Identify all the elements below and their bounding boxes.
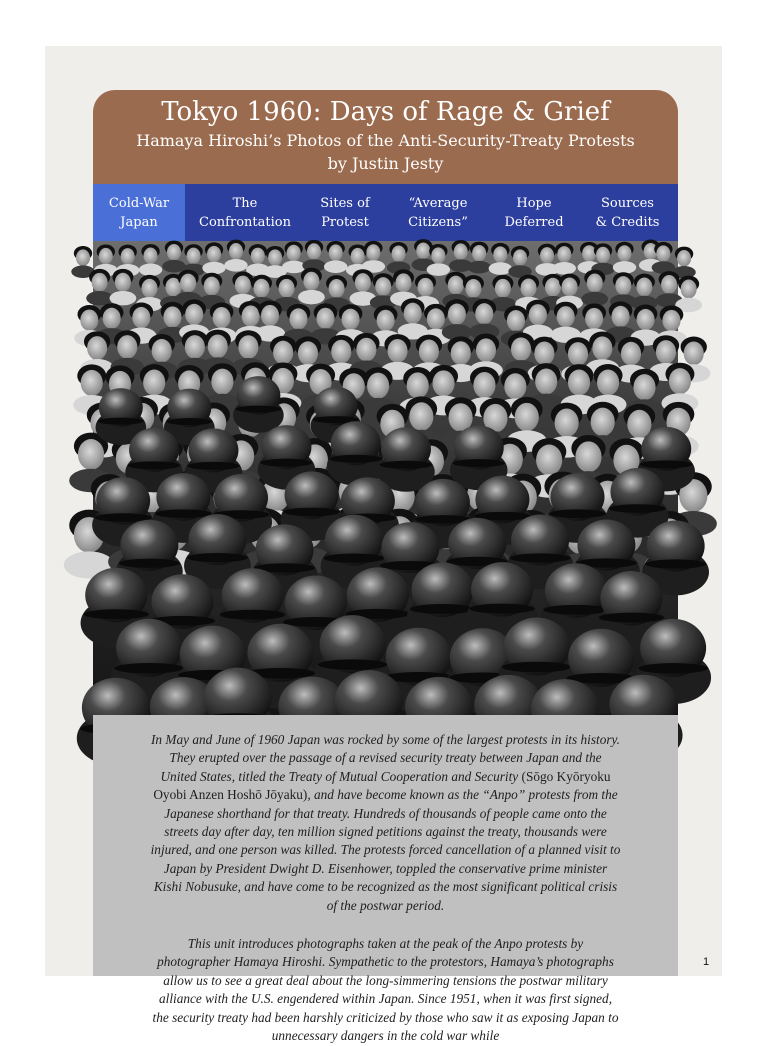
section-nav — [93, 184, 678, 241]
nav-item-hope-deferred[interactable]: Hope Deferred — [504, 195, 564, 230]
intro-paragraph-2: This unit introduces photographs taken at the peak of the Anpo protests by photographer Hamaya Hiroshi. Sympathetic to the protestors, Hamaya’s photographs allow us to see a great deal about the long-simmering tensions the postwar military alliance with the U.S. engendered within Japan. Since 1951, when it was first signed, the security treaty had been harshly criticized by those who saw it as exposing Japan to unnecessary dangers in the cold war while — [152, 936, 619, 1044]
protest-photo-image — [93, 241, 678, 715]
nav-item-average-citizens[interactable]: “Average Citizens” — [408, 195, 468, 230]
nav-item-sources-credits[interactable]: Sources & Credits — [595, 195, 660, 230]
author-byline: by Justin Jesty — [327, 154, 444, 173]
title-banner — [93, 90, 678, 184]
protest-photo — [93, 241, 678, 715]
page-number: 1 — [703, 956, 710, 968]
unit-card — [93, 90, 678, 1044]
treaty-japanese-title: (Sōgo Kyōryoku Oyobi Anzen Hoshō Jōyaku) — [153, 768, 611, 803]
nav-item-cold-war-japan[interactable]: Cold-War Japan — [93, 184, 185, 241]
intro-paragraph-1 — [151, 715, 621, 915]
nav-item-the-confrontation[interactable]: The Confrontation — [199, 195, 291, 230]
intro-paragraph-1-part-b: , and have become known as the “Anpo” protests from the Japanese shorthand for that treaty. Hundreds of thousands of people came onto the streets day after day, ten million signed petitions against the treaty, thousands were injured, and one person was killed. The protests forced cancellation of a planned visit to Japan by President Dwight D. Eisenhower, toppled the conservative prime minister Kishi Nobusuke, and have come to be recognized as the most significant political crisis of the postwar period. — [150, 787, 621, 913]
intro-text-panel — [93, 715, 678, 1044]
intro-paragraph-1-part-a: In May and June of 1960 Japan was rocked by some of the largest protests in its history. They erupted over the passage of a revised security treaty between Japan and the United States, titled the Treaty of Mutual Cooperation and Security — [150, 732, 621, 784]
page-subtitle: Hamaya Hiroshi’s Photos of the Anti-Security-Treaty Protests — [136, 131, 635, 150]
nav-item-sites-of-protest[interactable]: Sites of Protest — [320, 195, 370, 230]
page-title: Tokyo 1960: Days of Rage & Grief — [161, 97, 610, 127]
